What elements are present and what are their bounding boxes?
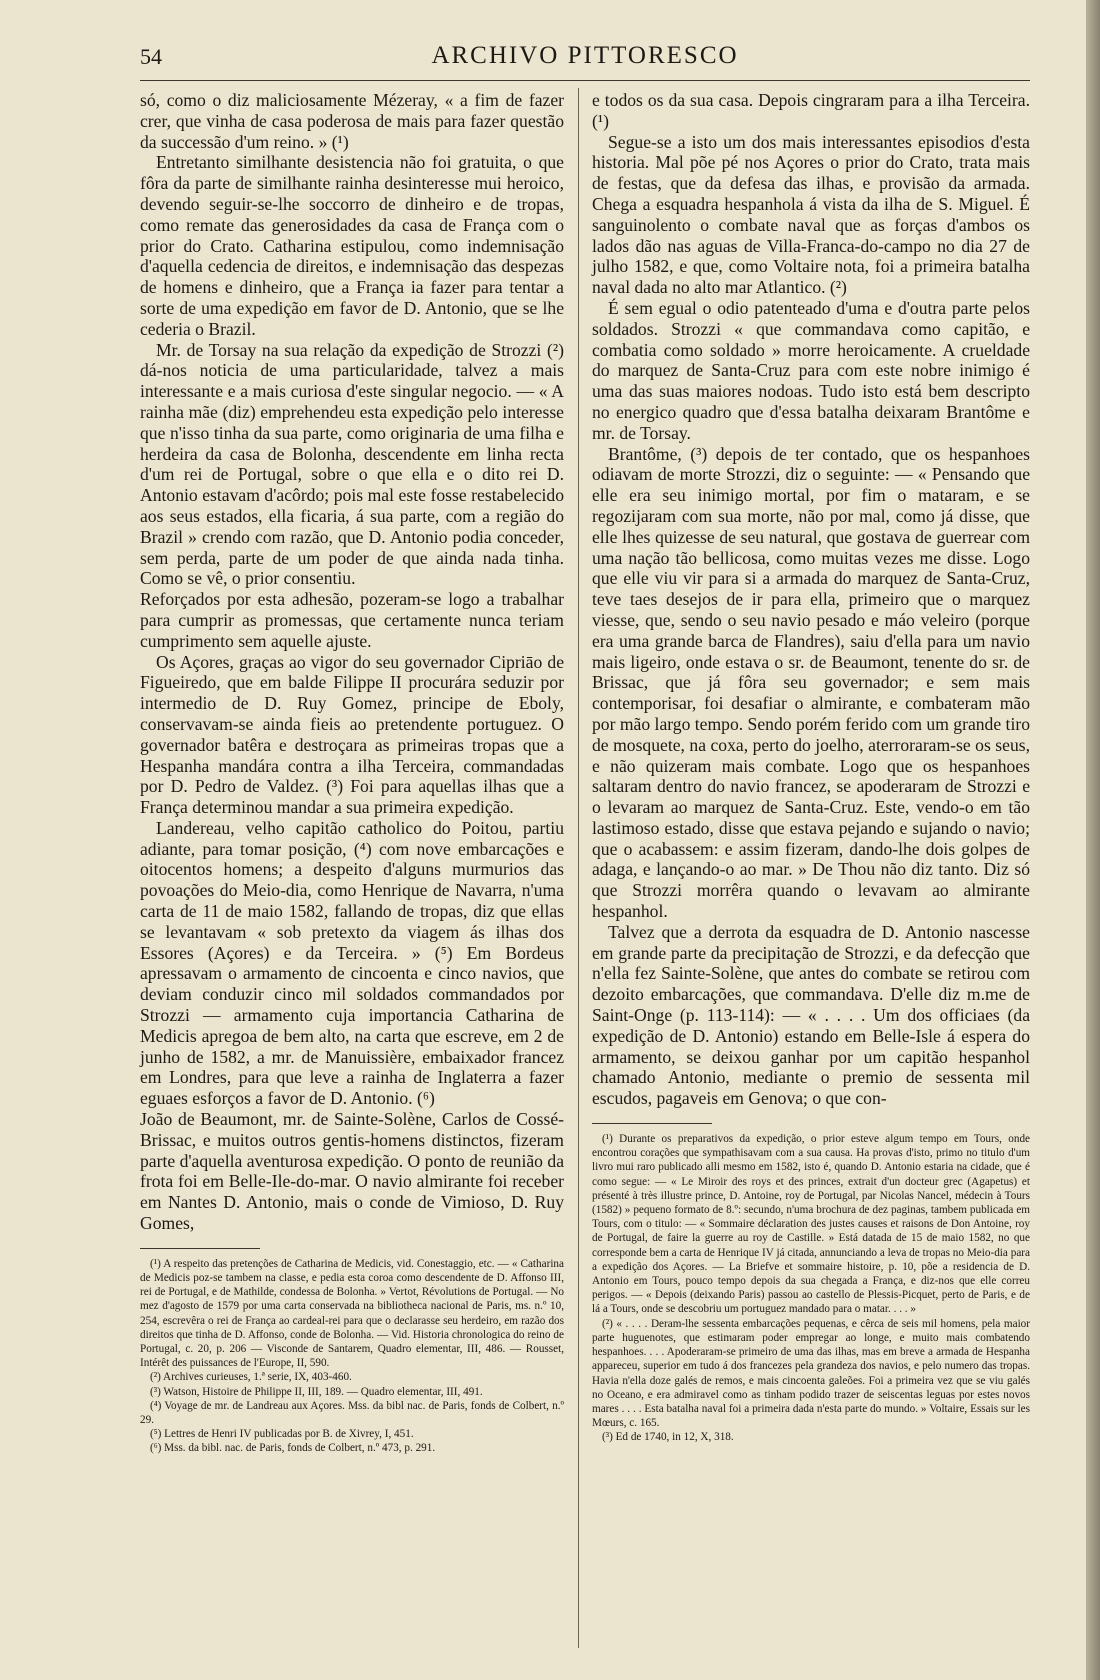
footnote: (⁴) Voyage de mr. de Landreau aux Açores. Mss. da bibl nac. de Paris, fonds de Colbert, n.º 29.: [140, 1399, 564, 1427]
footnote: (⁵) Lettres de Henri IV publicadas por B. de Xivrey, I, 451.: [150, 1428, 414, 1441]
footnote: (³) Watson, Histoire de Philippe II, III, 189. — Quadro elementar, III, 491.: [150, 1385, 483, 1398]
left-column: [140, 90, 564, 1456]
footnote: (³) Ed de 1740, in 12, X, 318.: [602, 1431, 734, 1444]
paragraph: Mr. de Torsay na sua relação da expedição de Strozzi (²) dá-nos noticia de uma particularidade, talvez a mais interessante e a mais curiosa d'este singular negocio. — « A rainha mãe (diz) emprehendeu esta expedição pelo interesse que n'isso tinha da sua parte, como originaria de uma filha e herdeira da casa de Bolonha, descendente em linha recta d'um rei de Portugal, sobre o que ella e o dito rei D. Antonio estavam d'acôrdo; pois mal este fosse restabelecido aos seus estados, ella ficaria, á sua parte, com a região do Brazil » crendo com razão, que D. Antonio podia conceder, sem perda, parte de um poder de que ainda nada tinha. Como se vê, o prior consentiu.: [140, 339, 564, 589]
paragraph: Brantôme, (³) depois de ter contado, que os hespanhoes odiavam de morte Strozzi, diz o seguinte: — « Pensando que elle era seu inimigo mortal, por fim o mataram, e se regozijaram com sua morte, não por mal, como já disse, que elle lhes quizesse de seu natural, que gostava de guerrear com uma nação tão bellicosa, como muitas vezes me disse. Logo que elle viu vir para si a armada do marquez de Santa-Cruz, teve taes desejos de ir para ella, primeiro que o marquez viesse, que, sendo o seu navio pesado e máo veleiro (porque era uma grande barca de Flandres), saiu d'ella para um navio mais ligeiro, onde estava o sr. de Beaumont, tenente do sr. de Brissac, que já fôra seu governador; e sem mais contemporisar, foi desafiar o almirante, e combateram mão por mão largo tempo. Sendo porém ferido com um grande tiro de mosquete, na coxa, perto do joelho, aterroraram-se os seus, e não quizeram mais combate. Logo que os hespanhoes saltaram dentro do navio francez, se apoderaram de Strozzi e o levaram ao marquez de Santa-Cruz. Este, vendo-o em tão lastimoso estado, disse que estava pejando e sujando o navio; que o acabassem: e assim fizeram, dando-lhe dois golpes de adaga, e lançando-o ao mar. » De Thou não diz tanto. Diz só que Strozzi morrêra quando o levavam ao almirante hespanhol.: [592, 443, 1030, 922]
column-divider: [578, 88, 579, 1648]
right-column: [592, 90, 1030, 1445]
footnote: (²) « . . . . Deram-lhe sessenta embarcações pequenas, e cêrca de seis mil homens, pela maior parte huguenotes, que estimaram poder empregar ao longe, e muito mais combatendo hespanhoes. . . . Apoderaram-se primeiro de uma das ilhas, mas em breve a armada de Hespanha appareceu, superior em tudo á dos francezes pela grandeza dos navios, e pelo numero das tropas. Havia n'ella doze galés de remos, e mais cincoenta galeões. Foi a primeira vez que se viu galés no Oceano, e era admiravel como as tinham podido trazer de seiscentas leguas por estes novos mares . . . . Esta batalha naval foi a primeira dada n'esta parte do mundo. » Voltaire, Essais sur les Mœurs, c. 165.: [592, 1317, 1030, 1430]
page-header: [140, 40, 1030, 74]
footnote: (¹) A respeito das pretenções de Catharina de Medicis, vid. Conestaggio, etc. — « Catharina de Medicis poz-se tambem na classe, e pedia esta coroa como descendente de D. Affonso III, rei de Portugal, e de Mathilde, condessa de Bolonha. » Vertot, Révolutions de Portugal. — No mez d'agosto de 1579 por uma carta conservada na bibliotheca nacional de Paris, ms. n.º 10, 254, escrevêra o rei de França ao cardeal-rei para que o declarasse seu herdeiro, em razão dos direitos que tinha de D. Affonso, conde de Bolonha. — Vid. Historia chronologica do reino de Portugal, c. 20, p. 206 — Visconde de Santarem, Quadro elementar, III, 486. — Rousset, Intérêt des puissances de l'Europe, II, 590.: [140, 1257, 564, 1370]
footnotes: [592, 1132, 1030, 1444]
footnote: (¹) Durante os preparativos da expedição, o prior esteve algum tempo em Tours, onde encontrou corações que sympathisavam com a sua causa. Ha provas d'isto, primo no titulo d'um livro mui raro publicado alli mesmo em 1582, isto é, quando D. Antonio estaria na cidade, que é como segue: — « Le Miroir des roys et des princes, extrait d'un docteur grec (Agapetus) et présenté à très illustre prince, D. Antoine, roy de Portugal, par Nicolas Nancel, médecin à Tours (1582) » pequeno formato de 8.º: secundo, n'uma brochura de dez paginas, tambem publicada em Tours, com o titulo: — « Sommaire déclaration des justes causes et raisons de Don Antoine, roy de Portugal, de faire la guerre au roy de Castille. » Está datada de 15 de maio 1582, no que corresponde bem a carta de Henrique IV já citada, annunciando a leva de tropas no Meio-dia para a expedição dos Açores. — La Briefve et sommaire histoire, p. 10, põe a residencia de D. Antonio em Tours, pouco tempo depois da sua chegada a França, e diz-nos que elle correu perigos. — « Depois (deixando Paris) passou ao castello de Plessis-Picquet, perto de Paris, e de lá a Tours, onde se descobriu um portuguez mandado para o matar. . . . »: [592, 1133, 1030, 1316]
paragraph: Talvez que a derrota da esquadra de D. Antonio nascesse em grande parte da precipitação de Strozzi, e da defecção que n'ella fez Sainte-Solène, que antes do combate se retirou com dezoito embarcações, que commandava. D'elle diz m.me de Saint-Onge (p. 113-114): — « . . . . Um dos officiaes (da expedição de D. Antonio) estando em Belle-Isle á espera do armamento, se deixou ganhar por um capitão hespanhol chamado Antonio, mediante o premio de sessenta mil escudos, pagaveis em Genova; o que con-: [592, 921, 1030, 1109]
paragraph: Landereau, velho capitão catholico do Poitou, partiu adiante, para tomar posição, (⁴) com nove embarcações e oitocentos homens; a despeito d'alguns murmurios das povoações do Meio-dia, como Henrique de Navarra, n'uma carta de 11 de maio 1582, fallando de tropas, diz que ellas se levantavam « sob pretexto da viagem ás ilhas dos Essores (Açores) e da Terceira. » (⁵) Em Bordeus apressavam o armamento de cincoenta e cinco navios, que deviam conduzir cinco mil soldados commandados por Strozzi — armamento cuja importancia Catharina de Medicis apregoa de bem alto, na carta que escreve, em 2 de junho de 1582, a mr. de Manuissière, embaixador francez em Londres, para que leve a rainha de Inglaterra a fazer eguaes esforços a favor de D. Antonio. (⁶): [140, 817, 564, 1109]
paragraph: Segue-se a isto um dos mais interessantes episodios d'esta historia. Mal põe pé nos Açores o prior do Crato, trata mais de festas, que da defesa das ilhas, e provisão da armada. Chega a esquadra hespanhola á vista da ilha de S. Miguel. É sanguinolento o combate naval que as forças d'ambos os lados dão nas aguas de Villa-Franca-do-campo no dia 27 de julho 1582, e que, como Voltaire nota, foi a primeira batalha naval dada no alto mar Atlantico. (²): [592, 131, 1030, 298]
page-number: 54: [140, 44, 162, 69]
footnote-rule: [140, 1248, 260, 1249]
footnote-rule: [592, 1123, 712, 1124]
paragraph: e todos os da sua casa. Depois cingraram para a ilha Terceira. (¹): [592, 90, 1030, 131]
paragraph: Os Açores, graças ao vigor do seu governador Cipriāo de Figueiredo, que em balde Filippe II procurára seduzir por intermedio de D. Ruy Gomez, principe de Eboly, conservavam-se ainda fieis ao pretendente portuguez. O governador batêra e destroçara as primeiras tropas que a Hespanha mandára contra a ilha Terceira, commandadas por D. Pedro de Valdez. (³) Foi para aquellas ilhas que a França determinou mandar a sua primeira expedição.: [140, 651, 564, 818]
paragraph: Reforçados por esta adhesão, pozeram-se logo a trabalhar para cumprir as promessas, que certamente nunca teriam cumprimento sem aquelle ajuste.: [140, 589, 564, 651]
paragraph: É sem egual o odio patenteado d'uma e d'outra parte pelos soldados. Strozzi « que commandava como capitão, e combatia como soldado » morre heroicamente. A crueldade do marquez de Santa-Cruz para com este nobre inimigo é uma das suas maiores nodoas. Tudo isto está bem descripto no energico quadro que d'essa batalha deixaram Brantôme e mr. de Torsay.: [592, 297, 1030, 443]
footnote: (²) Archives curieuses, 1.ª serie, IX, 403-460.: [150, 1371, 352, 1384]
footnote: (⁶) Mss. da bibl. nac. de Paris, fonds de Colbert, n.º 473, p. 291.: [150, 1442, 436, 1455]
footnotes: [140, 1257, 564, 1456]
paragraph: João de Beaumont, mr. de Sainte-Solène, Carlos de Cossé-Brissac, e muitos outros gentis-homens distinctos, fizeram parte d'aquella aventurosa expedição. O ponto de reunião da frota foi em Belle-Ile-do-mar. O navio almirante foi receber em Nantes D. Antonio, mais o conde de Vimioso, D. Ruy Gomes,: [140, 1109, 564, 1234]
header-rule: [140, 80, 1030, 81]
paragraph: Entretanto similhante desistencia não foi gratuita, o que fôra da parte de similhante rainha desinteresse mui heroico, devendo seguir-se-lhe soccorro de dinheiro e de tropas, como remate das generosidades da casa de França com o prior do Crato. Catharina estipulou, como indemnisação d'aquella cedencia de direitos, e indemnisação das despezas de homens e dinheiro, que a França ia fazer para tentar a sorte de uma expedição em favor de D. Antonio, que se lhe cederia o Brazil.: [140, 152, 564, 339]
paragraph: só, como o diz maliciosamente Mézeray, « a fim de fazer crer, que vinha de casa poderosa de mais para fazer questão da successão d'um reino. » (¹): [140, 90, 564, 152]
running-title: ARCHIVO PITTORESCO: [431, 42, 739, 69]
page-edge: [1086, 0, 1100, 1680]
